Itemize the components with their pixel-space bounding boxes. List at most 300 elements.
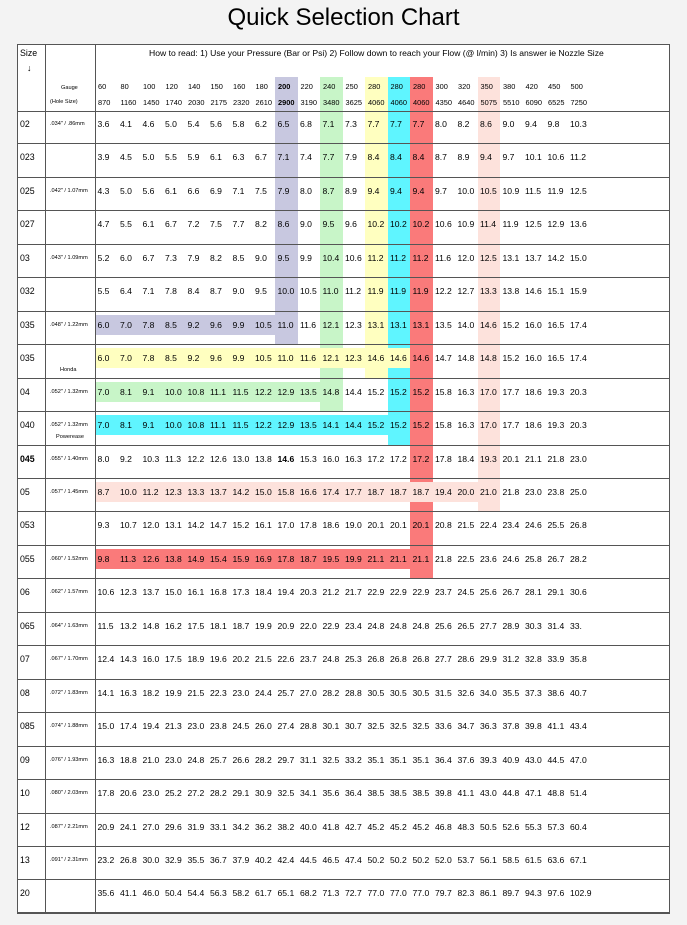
pressure-psi-value: 3480 <box>323 98 340 107</box>
flow-value: 18.7 <box>412 487 430 497</box>
flow-value: 23.0 <box>525 487 542 497</box>
flow-value: 68.2 <box>300 888 317 899</box>
flow-value: 79.7 <box>435 888 452 899</box>
row-divider <box>17 244 670 245</box>
hole-size: .052" / 1.32mm <box>50 388 88 395</box>
flow-value: 57.3 <box>547 821 565 832</box>
flow-value: 34.2 <box>232 821 250 832</box>
flow-value: 20.3 <box>300 587 317 598</box>
flow-value: 4.6 <box>142 119 155 129</box>
flow-value: 34.7 <box>457 721 475 732</box>
pressure-psi-value: 4350 <box>435 98 452 107</box>
pressure-psi-value: 5075 <box>480 98 497 107</box>
flow-value: 9.6 <box>345 219 357 230</box>
flow-value: 22.9 <box>322 620 340 631</box>
flow-value: 11.3 <box>165 453 182 464</box>
flow-value: 6.5 <box>277 119 290 129</box>
hole-size: .057" / 1.45mm <box>50 489 88 495</box>
flow-value: 17.2 <box>367 453 385 464</box>
flow-value: 26.0 <box>255 721 272 732</box>
flow-value: 13.5 <box>300 420 317 431</box>
flow-value: 14.0 <box>457 319 475 330</box>
flow-value: 47.1 <box>525 788 542 799</box>
flow-value: 97.6 <box>547 888 565 899</box>
size-label: Size <box>20 48 38 58</box>
flow-value: 23.2 <box>97 855 115 865</box>
nozzle-size: 065 <box>20 620 35 631</box>
flow-value: 44.5 <box>300 855 317 865</box>
flow-value: 10.0 <box>165 420 182 431</box>
flow-value: 8.4 <box>390 152 402 163</box>
flow-value: 14.8 <box>480 353 497 364</box>
nozzle-size: 13 <box>20 855 30 865</box>
flow-value: 8.5 <box>165 319 177 330</box>
pressure-psi-value: 3190 <box>300 98 317 107</box>
flow-value: 27.2 <box>187 788 205 799</box>
row-divider <box>17 378 670 379</box>
flow-value: 24.8 <box>412 620 430 631</box>
flow-value: 20.1 <box>390 520 407 531</box>
flow-value: 24.4 <box>255 687 272 698</box>
pressure-bar-value: 350 <box>480 82 493 91</box>
flow-value: 11.9 <box>547 185 564 196</box>
flow-value: 4.3 <box>97 185 110 196</box>
flow-value: 15.0 <box>570 252 587 263</box>
flow-value: 102.9 <box>570 888 592 899</box>
flow-value: 21.8 <box>547 453 565 464</box>
flow-value: 21.7 <box>345 587 362 598</box>
flow-value: 15.2 <box>412 386 430 397</box>
pressure-psi-value: 1450 <box>143 98 160 107</box>
flow-value: 26.8 <box>120 855 137 865</box>
flow-value: 23.0 <box>142 788 160 799</box>
flow-value: 28.1 <box>525 587 542 598</box>
flow-value: 18.6 <box>322 520 340 531</box>
flow-value: 9.4 <box>525 119 537 129</box>
nozzle-size: 12 <box>20 821 30 832</box>
pressure-psi-value: 7250 <box>570 98 587 107</box>
nozzle-size: 10 <box>20 788 30 799</box>
flow-value: 46.0 <box>142 888 160 899</box>
flow-value: 13.7 <box>142 587 160 598</box>
flow-value: 7.0 <box>120 353 132 364</box>
pressure-psi-value: 6525 <box>548 98 565 107</box>
flow-value: 17.0 <box>480 386 497 397</box>
flow-value: 11.5 <box>232 386 249 397</box>
flow-value: 14.3 <box>120 654 137 665</box>
flow-value: 16.9 <box>255 553 272 564</box>
flow-value: 38.5 <box>412 788 430 799</box>
flow-value: 21.8 <box>435 553 452 564</box>
flow-value: 39.8 <box>435 788 452 799</box>
flow-value: 35.5 <box>502 687 520 698</box>
flow-value: 21.1 <box>367 553 385 564</box>
flow-value: 25.5 <box>547 520 565 531</box>
flow-value: 14.8 <box>322 386 340 397</box>
row-divider <box>17 913 670 914</box>
flow-value: 9.8 <box>97 553 110 564</box>
flow-value: 9.1 <box>142 386 155 397</box>
flow-value: 9.6 <box>210 319 222 330</box>
flow-value: 9.8 <box>547 119 560 129</box>
flow-value: 35.6 <box>97 888 115 899</box>
flow-value: 94.3 <box>525 888 542 899</box>
flow-value: 32.5 <box>322 754 340 765</box>
flow-value: 8.4 <box>187 286 200 297</box>
flow-value: 27.7 <box>435 654 452 665</box>
flow-value: 67.1 <box>570 855 587 865</box>
flow-value: 12.3 <box>165 487 182 497</box>
flow-value: 6.7 <box>165 219 177 230</box>
pressure-psi-value: 1160 <box>120 98 137 107</box>
nozzle-size: 09 <box>20 754 30 765</box>
hole-size: .072" / 1.83mm <box>50 689 88 696</box>
flow-value: 16.0 <box>322 453 340 464</box>
flow-value: 46.8 <box>435 821 452 832</box>
flow-value: 43.4 <box>570 721 587 732</box>
flow-value: 13.1 <box>390 319 407 330</box>
flow-value: 19.9 <box>255 620 272 631</box>
flow-value: 15.1 <box>547 286 565 297</box>
nozzle-size: 035 <box>20 319 35 330</box>
flow-value: 19.3 <box>547 420 565 431</box>
row-divider <box>17 311 670 312</box>
flow-value: 7.7 <box>412 119 425 129</box>
flow-value: 11.0 <box>322 286 339 297</box>
pressure-bar-value: 280 <box>368 82 381 91</box>
flow-value: 6.4 <box>120 286 132 297</box>
pressure-psi-value: 3625 <box>345 98 362 107</box>
flow-value: 9.7 <box>502 152 515 163</box>
flow-value: 15.0 <box>255 487 272 497</box>
flow-value: 11.5 <box>232 420 249 431</box>
flow-value: 19.4 <box>142 721 160 732</box>
flow-value: 20.1 <box>367 520 385 531</box>
flow-value: 14.8 <box>457 353 475 364</box>
flow-value: 7.7 <box>232 219 245 230</box>
flow-value: 55.3 <box>525 821 542 832</box>
flow-value: 35.1 <box>412 754 430 765</box>
flow-value: 12.0 <box>457 252 475 263</box>
flow-value: 15.0 <box>97 721 115 732</box>
row-divider <box>17 411 670 412</box>
hole-size: .080" / 2.03mm <box>50 790 88 797</box>
flow-value: 23.0 <box>570 453 587 464</box>
flow-value: 50.2 <box>367 855 385 865</box>
flow-value: 15.2 <box>232 520 250 531</box>
nozzle-size: 023 <box>20 152 35 163</box>
row-divider <box>17 478 670 479</box>
flow-value: 8.4 <box>367 152 380 163</box>
pressure-bar-value: 220 <box>300 82 313 91</box>
flow-value: 38.5 <box>390 788 407 799</box>
pressure-psi-value: 4640 <box>458 98 475 107</box>
flow-value: 18.1 <box>210 620 227 631</box>
flow-value: 77.0 <box>390 888 407 899</box>
flow-value: 21.3 <box>165 721 182 732</box>
flow-value: 10.8 <box>187 386 205 397</box>
flow-value: 7.2 <box>187 219 200 230</box>
flow-value: 41.8 <box>322 821 340 832</box>
flow-value: 17.0 <box>277 520 295 531</box>
flow-value: 44.8 <box>502 788 520 799</box>
flow-value: 24.8 <box>367 620 385 631</box>
selection-chart-table <box>17 44 670 913</box>
flow-value: 17.4 <box>120 721 137 732</box>
flow-value: 11.1 <box>210 420 227 431</box>
flow-value: 17.2 <box>390 453 407 464</box>
flow-value: 4.1 <box>120 119 132 129</box>
flow-value: 19.4 <box>277 587 295 598</box>
flow-value: 14.6 <box>412 353 430 364</box>
flow-value: 12.3 <box>345 319 362 330</box>
flow-value: 8.6 <box>480 119 492 129</box>
flow-value: 45.2 <box>412 821 430 832</box>
flow-value: 25.2 <box>165 788 182 799</box>
flow-value: 18.7 <box>300 553 317 564</box>
flow-value: 6.1 <box>210 152 222 163</box>
flow-value: 10.9 <box>502 185 520 196</box>
flow-value: 42.4 <box>277 855 295 865</box>
flow-value: 17.7 <box>502 420 520 431</box>
hole-size: .060" / 1.52mm <box>50 555 88 562</box>
flow-value: 19.9 <box>165 687 182 698</box>
row-divider <box>17 679 670 680</box>
flow-value: 15.9 <box>570 286 587 297</box>
flow-value: 22.5 <box>457 553 475 564</box>
flow-value: 48.8 <box>547 788 565 799</box>
flow-value: 17.5 <box>165 654 182 665</box>
flow-value: 31.2 <box>502 654 520 665</box>
flow-value: 24.5 <box>232 721 250 732</box>
row-divider <box>17 277 670 278</box>
pressure-psi-value: 6090 <box>525 98 542 107</box>
flow-value: 30.5 <box>412 687 430 698</box>
border-top <box>17 44 670 45</box>
flow-value: 9.4 <box>412 185 425 196</box>
flow-value: 17.8 <box>277 553 295 564</box>
flow-value: 14.6 <box>390 353 407 364</box>
flow-value: 12.4 <box>97 654 115 665</box>
gauge-label: Gauge <box>61 85 78 91</box>
flow-value: 28.8 <box>345 687 362 698</box>
nozzle-size: 032 <box>20 286 35 297</box>
flow-value: 16.3 <box>97 754 115 765</box>
flow-value: 9.9 <box>232 319 245 330</box>
flow-value: 16.6 <box>300 487 317 497</box>
flow-value: 7.8 <box>165 286 177 297</box>
flow-value: 14.2 <box>547 252 565 263</box>
flow-value: 5.0 <box>142 152 155 163</box>
page-title: Quick Selection Chart <box>227 4 460 31</box>
flow-value: 8.1 <box>120 386 132 397</box>
flow-value: 33.2 <box>345 754 362 765</box>
flow-value: 44.5 <box>547 754 565 765</box>
nozzle-size: 053 <box>20 520 35 531</box>
flow-value: 13.5 <box>300 386 317 397</box>
flow-value: 9.2 <box>120 453 132 464</box>
flow-value: 10.6 <box>435 219 452 230</box>
pressure-psi-value: 4060 <box>390 98 407 107</box>
flow-value: 13.1 <box>502 252 520 263</box>
pressure-bar-value: 320 <box>458 82 471 91</box>
pressure-psi-value: 2900 <box>278 98 295 107</box>
flow-value: 26.7 <box>502 587 520 598</box>
pressure-psi-value: 1740 <box>165 98 182 107</box>
flow-value: 7.1 <box>277 152 290 163</box>
flow-value: 20.1 <box>502 453 520 464</box>
flow-value: 11.9 <box>502 219 519 230</box>
flow-value: 20.3 <box>570 386 587 397</box>
pressure-bar-value: 280 <box>390 82 403 91</box>
row-divider <box>17 645 670 646</box>
flow-value: 12.9 <box>277 386 295 397</box>
flow-value: 27.4 <box>277 721 295 732</box>
flow-value: 37.8 <box>502 721 520 732</box>
pressure-bar-value: 120 <box>165 82 178 91</box>
flow-value: 13.3 <box>187 487 205 497</box>
nozzle-variant-label: Powerease <box>56 434 84 441</box>
flow-value: 29.6 <box>165 821 182 832</box>
flow-value: 6.0 <box>120 252 132 263</box>
flow-value: 20.8 <box>435 520 452 531</box>
flow-value: 6.2 <box>255 119 267 129</box>
flow-value: 8.5 <box>232 252 245 263</box>
flow-value: 5.6 <box>210 119 222 129</box>
flow-value: 18.6 <box>525 420 542 431</box>
flow-value: 21.8 <box>502 487 520 497</box>
flow-value: 15.0 <box>165 587 182 598</box>
flow-value: 26.8 <box>570 520 587 531</box>
flow-value: 11.2 <box>390 252 407 263</box>
flow-value: 11.5 <box>97 620 114 631</box>
flow-value: 7.3 <box>345 119 357 129</box>
flow-value: 9.9 <box>232 353 245 364</box>
flow-value: 30.1 <box>322 721 340 732</box>
flow-value: 17.0 <box>480 420 497 431</box>
flow-value: 14.1 <box>322 420 340 431</box>
flow-value: 16.8 <box>210 587 227 598</box>
nozzle-size: 040 <box>20 420 35 431</box>
flow-value: 32.5 <box>390 721 407 732</box>
flow-value: 15.2 <box>367 386 385 397</box>
row-divider <box>17 879 670 880</box>
flow-value: 22.9 <box>390 587 407 598</box>
hole-size: .042" / 1.07mm <box>50 187 88 194</box>
flow-value: 15.8 <box>435 420 452 431</box>
flow-value: 18.7 <box>390 487 407 497</box>
flow-value: 18.7 <box>367 487 385 497</box>
flow-value: 43.0 <box>480 788 497 799</box>
flow-value: 10.2 <box>367 219 385 230</box>
flow-value: 12.5 <box>570 185 587 196</box>
flow-value: 26.7 <box>547 553 565 564</box>
flow-value: 41.1 <box>457 788 475 799</box>
flow-value: 26.8 <box>412 654 430 665</box>
flow-value: 11.5 <box>525 185 542 196</box>
flow-value: 11.9 <box>367 286 384 297</box>
flow-value: 13.2 <box>120 620 137 631</box>
flow-value: 8.0 <box>97 453 110 464</box>
flow-value: 25.6 <box>480 587 497 598</box>
flow-value: 23.4 <box>345 620 362 631</box>
flow-value: 8.4 <box>412 152 425 163</box>
flow-value: 12.2 <box>255 386 272 397</box>
flow-value: 21.0 <box>142 754 160 765</box>
flow-value: 4.7 <box>97 219 110 230</box>
flow-value: 17.7 <box>502 386 520 397</box>
how-to-read: How to read: 1) Use your Pressure (Bar or Psi) 2) Follow down to reach your Flow (@ l/min) 3) Is answer ie Nozzle Size <box>149 48 604 58</box>
flow-value: 36.4 <box>435 754 452 765</box>
flow-value: 13.8 <box>502 286 520 297</box>
flow-value: 6.7 <box>255 152 267 163</box>
flow-value: 13.0 <box>232 453 250 464</box>
flow-value: 24.8 <box>322 654 340 665</box>
row-divider <box>17 813 670 814</box>
flow-value: 20.9 <box>97 821 115 832</box>
flow-value: 7.9 <box>187 252 200 263</box>
flow-value: 28.2 <box>322 687 340 698</box>
flow-value: 40.2 <box>255 855 272 865</box>
flow-value: 17.7 <box>345 487 362 497</box>
flow-value: 22.6 <box>277 654 295 665</box>
flow-value: 14.6 <box>367 353 385 364</box>
flow-value: 10.3 <box>142 453 160 464</box>
flow-value: 22.9 <box>412 587 430 598</box>
flow-value: 11.2 <box>142 487 159 497</box>
flow-value: 9.5 <box>277 252 290 263</box>
flow-value: 8.2 <box>457 119 470 129</box>
flow-value: 23.6 <box>480 553 497 564</box>
flow-value: 5.5 <box>120 219 132 230</box>
flow-value: 16.0 <box>142 654 160 665</box>
flow-value: 15.2 <box>390 386 407 397</box>
flow-value: 18.9 <box>187 654 205 665</box>
pressure-psi-value: 2320 <box>233 98 250 107</box>
nozzle-size: 027 <box>20 219 35 230</box>
hole-size: .043" / 1.09mm <box>50 254 88 261</box>
flow-value: 19.4 <box>435 487 452 497</box>
flow-value: 9.5 <box>255 286 267 297</box>
flow-value: 28.8 <box>300 721 317 732</box>
flow-value: 18.2 <box>142 687 160 698</box>
flow-value: 5.0 <box>120 185 132 196</box>
flow-value: 40.0 <box>300 821 317 832</box>
flow-value: 16.0 <box>525 353 542 364</box>
pressure-psi-value: 2610 <box>255 98 272 107</box>
row-divider <box>17 344 670 345</box>
flow-value: 9.9 <box>300 252 312 263</box>
flow-value: 21.2 <box>322 587 340 598</box>
flow-value: 37.3 <box>525 687 542 698</box>
flow-value: 16.1 <box>187 587 205 598</box>
flow-value: 29.1 <box>232 788 250 799</box>
nozzle-size: 05 <box>20 487 30 497</box>
flow-value: 72.7 <box>345 888 362 899</box>
flow-value: 46.5 <box>322 855 340 865</box>
flow-value: 7.5 <box>210 219 222 230</box>
flow-value: 86.1 <box>480 888 497 899</box>
flow-value: 15.2 <box>367 420 385 431</box>
row-divider <box>17 445 670 446</box>
flow-value: 31.5 <box>435 687 452 698</box>
flow-value: 9.0 <box>502 119 515 129</box>
flow-value: 13.1 <box>367 319 385 330</box>
pressure-bar-value: 420 <box>525 82 538 91</box>
flow-value: 33.6 <box>435 721 452 732</box>
flow-value: 65.1 <box>277 888 295 899</box>
flow-value: 11.0 <box>277 319 294 330</box>
